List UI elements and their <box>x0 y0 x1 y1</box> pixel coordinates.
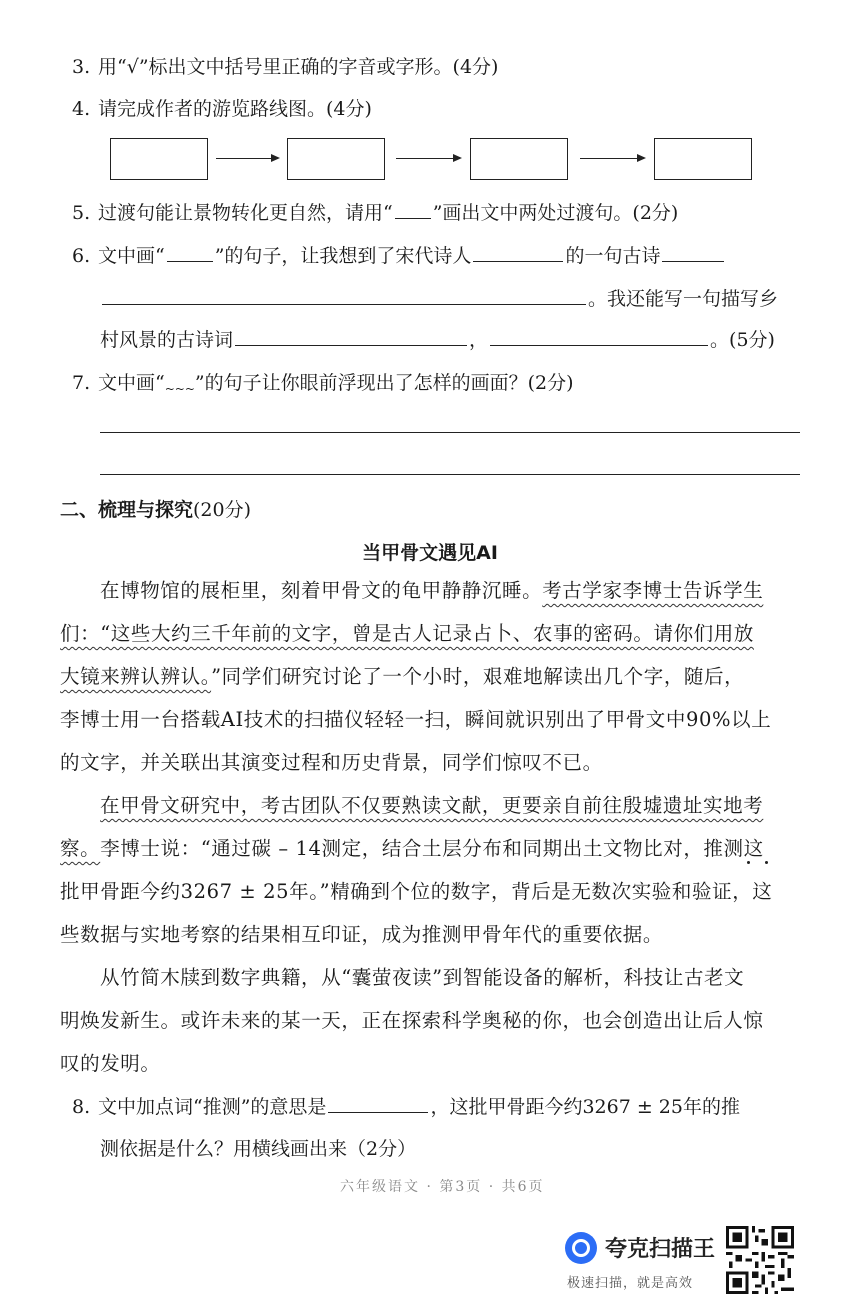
question-5: 5. 过渡句能让景物转化更自然，请用“ ”画出文中两处过渡句。(2分) <box>72 202 679 224</box>
question-3: 3. 用“√”标出文中括号里正确的字音或字形。(4分) <box>72 56 499 78</box>
passage-line-11: 明焕发新生。或许未来的某一天，正在探索科学奥秘的你，也会创造出让后人惊 <box>60 1009 764 1032</box>
passage-line-10: 从竹简木牍到数字典籍，从“囊萤夜读”到智能设备的解析，科技让古老文 <box>100 966 745 989</box>
route-box-4[interactable] <box>654 138 752 180</box>
passage-line-2: 们：“这些大约三千年前的文字，曾是古人记录占卜、农事的密码。请你们用放 <box>60 622 754 645</box>
poem-blank[interactable] <box>102 303 586 305</box>
rural-poem-blank-2[interactable] <box>490 344 708 346</box>
question-6-line-3: 村风景的古诗词 ， 。(5分) <box>100 329 775 351</box>
section-title: 二、梳理与探究(20分) <box>60 499 252 521</box>
route-box-1[interactable] <box>110 138 208 180</box>
answer-line-2[interactable] <box>100 474 800 475</box>
question-6-line-2: 。我还能写一句描写乡 <box>100 286 778 312</box>
passage-line-8: 批甲骨距今约3267 ± 25年。”精确到个位的数字，背后是无数次实验和验证，这 <box>60 880 773 903</box>
meaning-blank[interactable] <box>328 1111 428 1113</box>
question-7: 7. 文中画“$_{\sim\sim\sim}$”的句子让你眼前浮现出了怎样的画面？(2分) <box>72 372 574 396</box>
passage-line-12: 叹的发明。 <box>60 1052 161 1075</box>
route-box-3[interactable] <box>470 138 568 180</box>
passage-line-7: 察。李博士说：“通过碳 – 14测定，结合土层分布和同期出土文物比对，推测这 <box>60 837 764 860</box>
answer-line-1[interactable] <box>100 432 800 433</box>
passage-line-3: 大镜来辨认辨认。”同学们研究讨论了一个小时，艰难地解读出几个字，随后， <box>60 665 745 688</box>
poet-blank[interactable] <box>473 260 563 262</box>
question-8-line-2: 测依据是什么？用横线画出来（2分） <box>100 1138 417 1160</box>
passage-line-9: 些数据与实地考察的结果相互印证，成为推测甲骨年代的重要依据。 <box>60 923 664 946</box>
passage-line-1: 在博物馆的展柜里，刻着甲骨文的龟甲静静沉睡。考古学家李博士告诉学生 <box>100 579 764 602</box>
passage-line-6: 在甲骨文研究中，考古团队不仅要熟读文献，更要亲自前往殷墟遗址实地考 <box>100 794 764 817</box>
route-arrow-icon <box>580 158 644 159</box>
poem-blank-start[interactable] <box>662 260 724 262</box>
question-8: 8. 文中加点词“推测”的意思是 ，这批甲骨距今约3267 ± 25年的推 <box>72 1096 740 1118</box>
qr-code-icon <box>726 1226 794 1294</box>
route-box-2[interactable] <box>287 138 385 180</box>
passage-line-5: 的文字，并关联出其演变过程和历史背景，同学们惊叹不已。 <box>60 751 603 774</box>
page-footer: 六年级语文 · 第3页 · 共6页 <box>340 1179 545 1195</box>
route-arrow-icon <box>396 158 460 159</box>
question-4: 4. 请完成作者的游览路线图。(4分) <box>72 98 372 120</box>
emphasis-dot <box>747 861 750 864</box>
wavy-line-sample: ~~~ <box>164 382 195 396</box>
passage-title: 当甲骨文遇见AI <box>362 542 498 564</box>
quark-logo-icon <box>565 1232 597 1264</box>
passage-line-4: 李博士用一台搭载AI技术的扫描仪轻轻一扫，瞬间就识别出了甲骨文中90%以上 <box>60 708 772 731</box>
underline-sample <box>167 260 213 262</box>
rural-poem-blank-1[interactable] <box>235 344 467 346</box>
route-arrow-icon <box>216 158 278 159</box>
underline-sample <box>395 217 431 219</box>
question-6: 6. 文中画“ ”的句子，让我想到了宋代诗人 的一句古诗 <box>72 243 726 269</box>
emphasis-dot <box>765 861 768 864</box>
